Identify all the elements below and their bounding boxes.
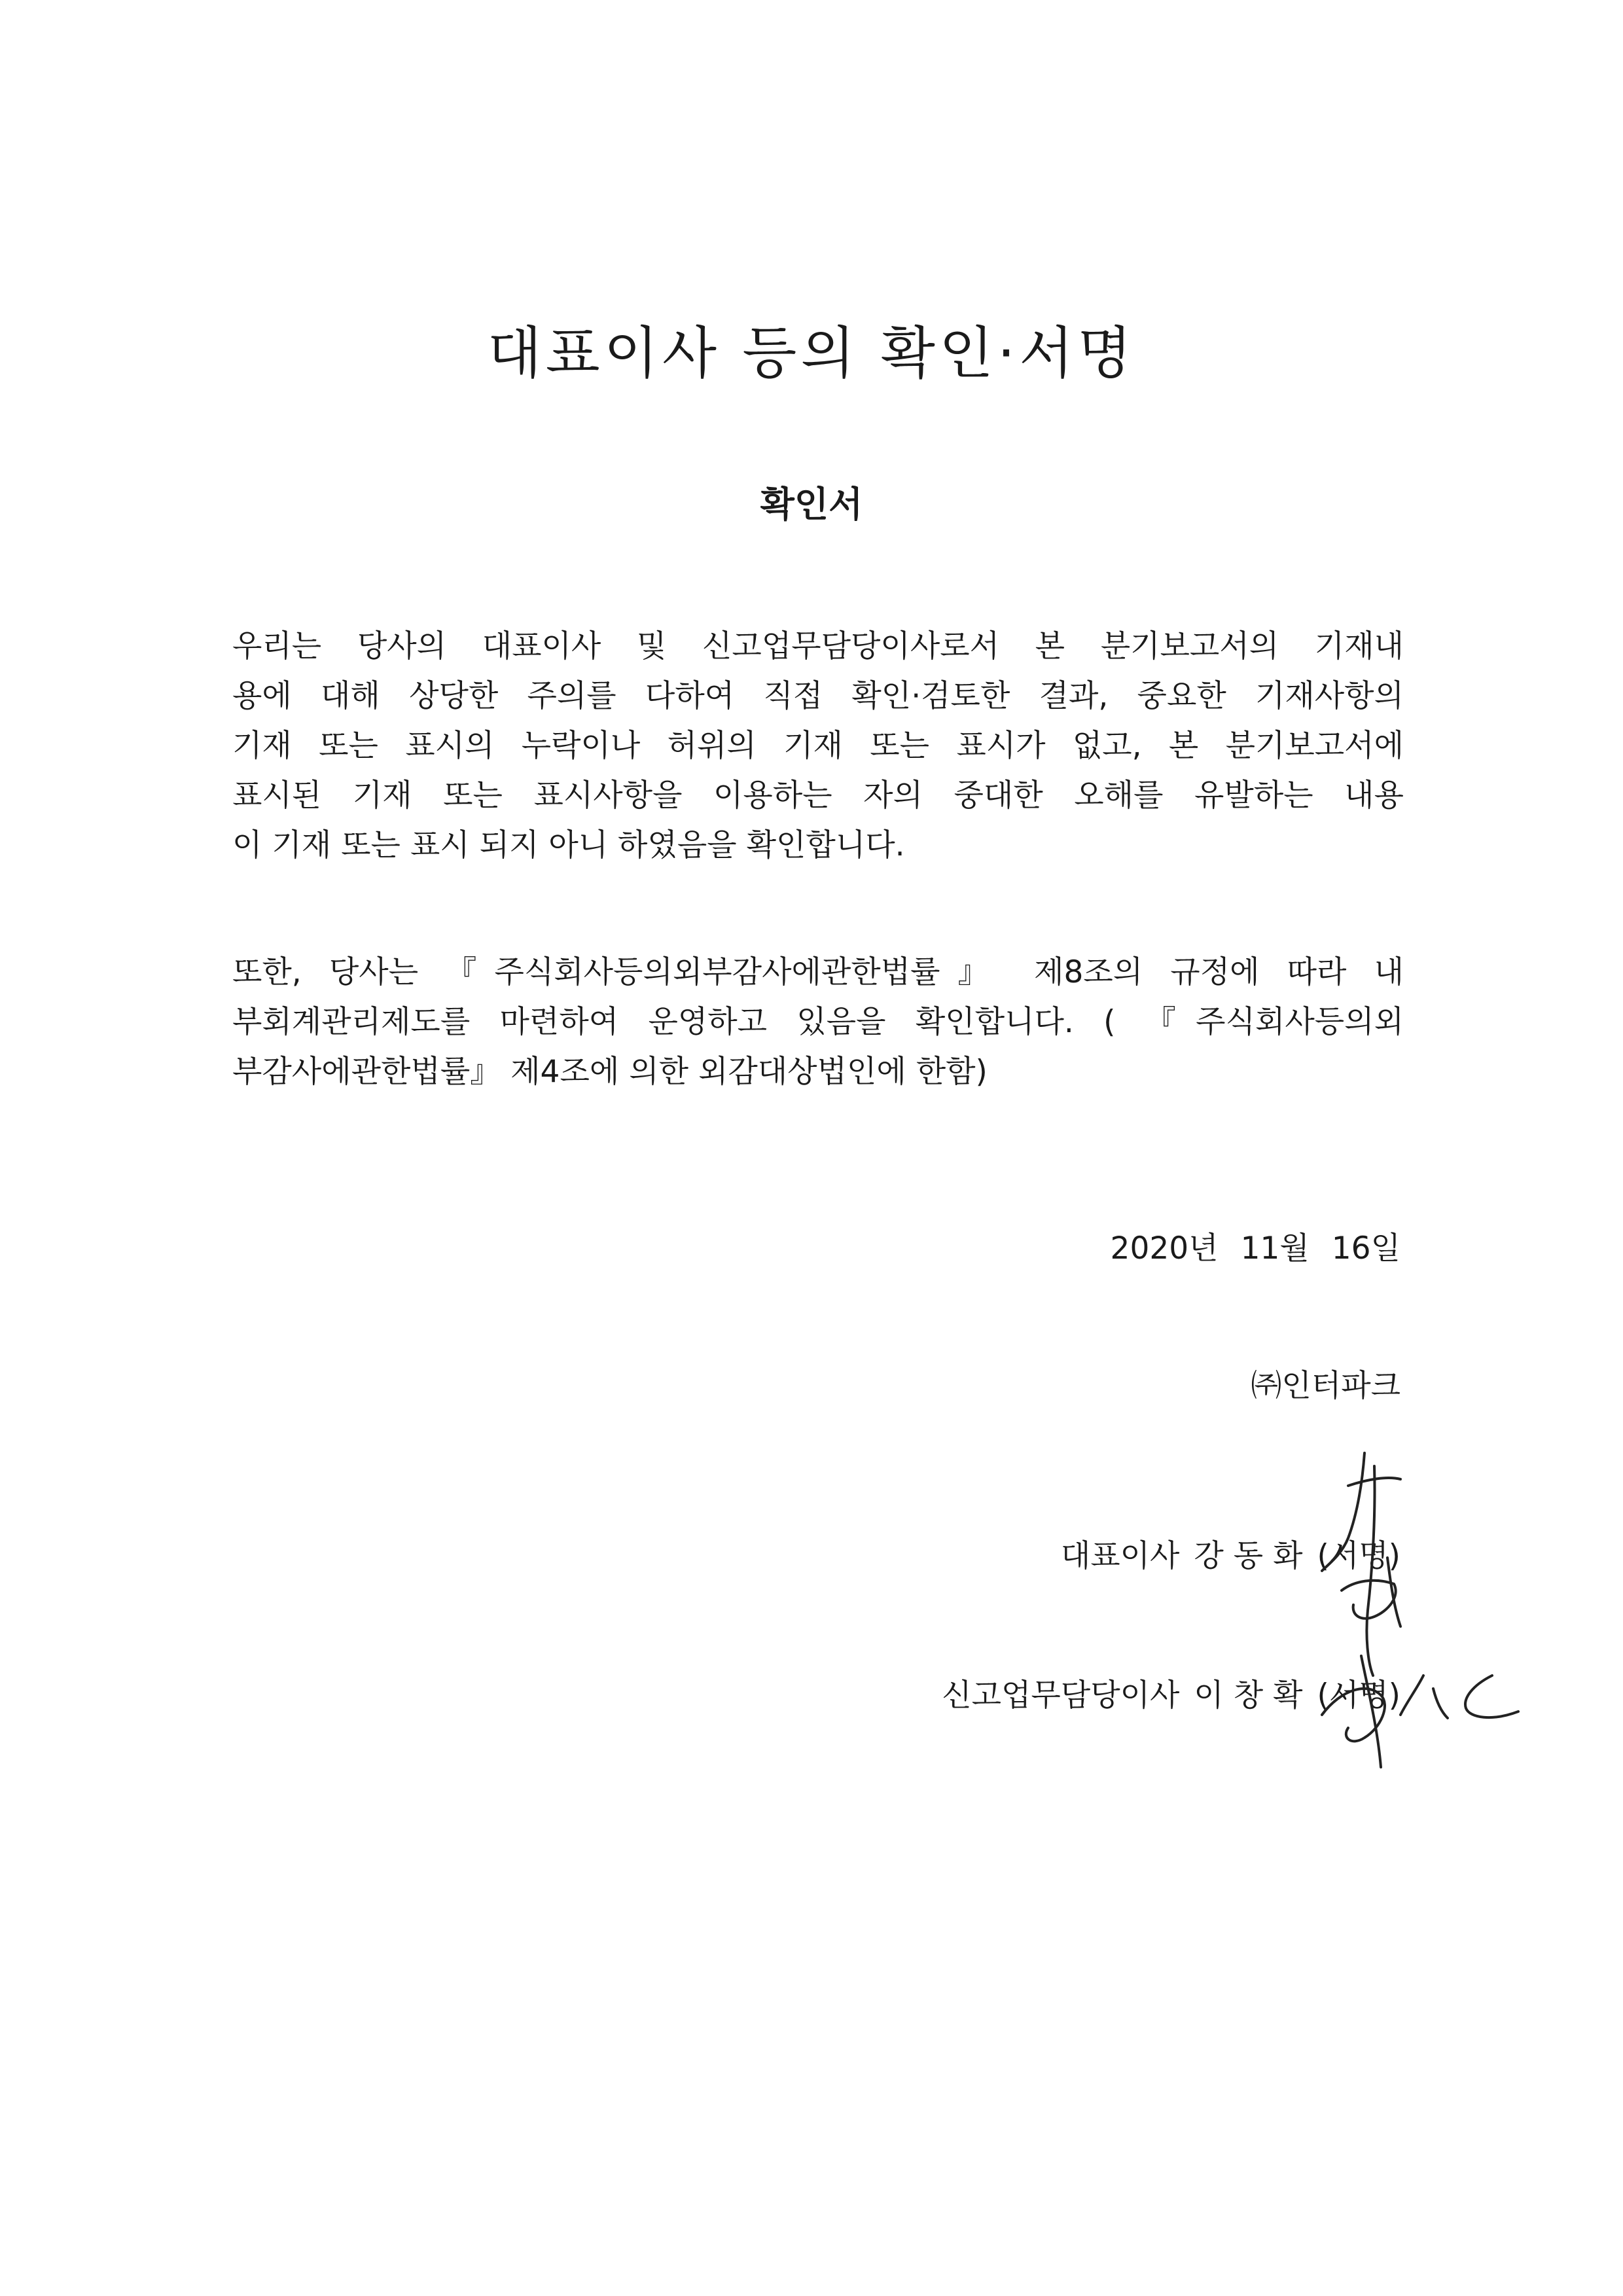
signatory-role: 대표이사 [1060, 1538, 1180, 1574]
date-year: 2020년 [1110, 1230, 1219, 1266]
handwritten-signature [1302, 1440, 1538, 1780]
signatory-name: 이 창 확 [1194, 1677, 1303, 1713]
date-day: 16일 [1331, 1230, 1400, 1266]
signature-label: (서명) [1317, 1677, 1400, 1713]
confirmation-paragraph [232, 622, 1404, 870]
signatory-name: 강 동 화 [1194, 1538, 1303, 1574]
date-month: 11월 [1240, 1230, 1310, 1266]
document-title: 대표이사 등의 확인·서명 [487, 321, 1136, 386]
paragraph-line: 부회계관리제도를 마련하여 운영하고 있음을 확인합니다. ( 『주식회사등의외 [232, 1004, 1404, 1040]
signatory-disclosure-officer [942, 1671, 1400, 1715]
signature-label: (서명) [1317, 1538, 1400, 1574]
signatory-role: 신고업무담당이사 [942, 1677, 1180, 1713]
internal-control-paragraph [232, 948, 1404, 1097]
document-subtitle: 확인서 [760, 484, 863, 525]
paragraph-line: 부감사에관한법률』 제4조에 의한 외감대상법인에 한함) [232, 1054, 988, 1090]
paragraph-line: 또한, 당사는 『주식회사등의외부감사에관한법률』 제8조의 규정에 따라 내 [232, 954, 1404, 990]
signatory-ceo [1061, 1532, 1400, 1575]
paragraph-line: 용에 대해 상당한 주의를 다하여 직접 확인·검토한 결과, 중요한 기재사항의 [232, 678, 1404, 714]
paragraph-line: 이 기재 또는 표시 되지 아니 하였음을 확인합니다. [232, 827, 905, 863]
paragraph-line: 기재 또는 표시의 누락이나 허위의 기재 또는 표시가 없고, 본 분기보고서에 [232, 728, 1404, 764]
paragraph-line: 우리는 당사의 대표이사 및 신고업무담당이사로서 본 분기보고서의 기재내 [232, 628, 1404, 664]
paragraph-line: 표시된 기재 또는 표시사항을 이용하는 자의 중대한 오해를 유발하는 내용 [232, 778, 1404, 814]
company-name: ㈜인터파크 [1251, 1368, 1400, 1404]
document-date [1111, 1224, 1400, 1268]
